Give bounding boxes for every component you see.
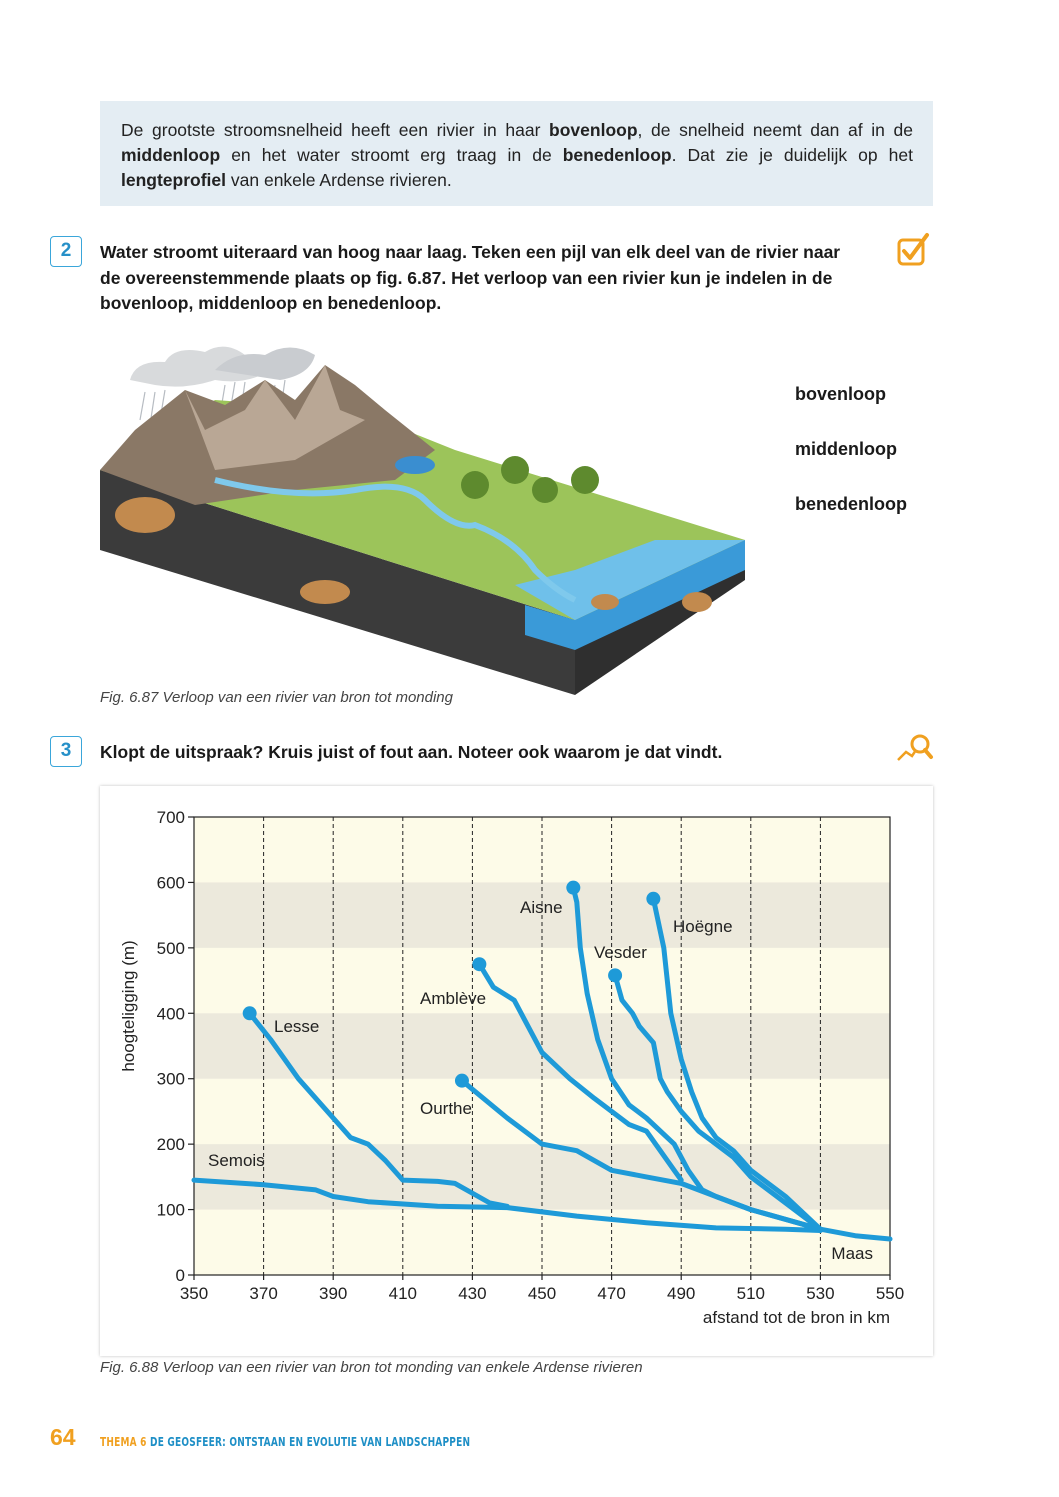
x-tick-label: 410 — [388, 1284, 417, 1303]
x-tick-label: 390 — [319, 1284, 348, 1303]
footer-chapter: DE GEOSFEER: ONTSTAAN EN EVOLUTIE VAN LANDSCHAPPEN — [150, 1434, 471, 1449]
y-tick-label: 500 — [156, 938, 185, 958]
y-tick-label: 300 — [156, 1069, 185, 1089]
x-tick-label: 510 — [736, 1284, 765, 1303]
info-text: . Dat zie je duidelijk op het — [671, 145, 913, 165]
question-3-text: Klopt de uitspraak? Kruis juist of fout aan. Noteer ook waarom je dat vindt. — [100, 742, 723, 762]
y-tick-label: 400 — [156, 1004, 185, 1024]
label-benedenloop: benedenloop — [795, 494, 907, 514]
series-label-vesder: Vesder — [594, 943, 647, 962]
figure-caption-6-87: Fig. 6.87 Verloop van een rivier van bron tot monding — [100, 689, 453, 706]
x-tick-label: 350 — [179, 1284, 209, 1303]
source-point-hoëgne — [646, 892, 660, 906]
x-tick-label: 430 — [458, 1284, 487, 1303]
y-tick-label: 0 — [175, 1266, 185, 1285]
question-2-line: bovenloop, middenloop en benedenloop. — [100, 293, 442, 313]
label-bovenloop: bovenloop — [795, 384, 886, 404]
checkbox-check-icon — [896, 232, 932, 268]
x-tick-label: 490 — [667, 1284, 696, 1303]
x-tick-label: 450 — [527, 1284, 557, 1303]
page-number: 64 — [50, 1424, 76, 1450]
question-2-line: de overeenstemmende plaats op fig. 6.87. Het verloop van een rivier kun je indelen in de — [100, 267, 833, 288]
x-tick-label: 550 — [875, 1284, 905, 1303]
river-profile-chart — [100, 786, 933, 1356]
info-text: en het water stroomt erg traag in de — [220, 145, 563, 165]
chart-container — [100, 786, 933, 1356]
footer-title — [100, 1434, 470, 1449]
y-tick-label: 600 — [156, 873, 185, 893]
term-lengteprofiel: lengteprofiel — [121, 170, 227, 190]
info-text: , de snelheid neemt dan af in de — [637, 120, 913, 140]
y-tick-label: 200 — [156, 1135, 185, 1155]
series-label-amblève: Amblève — [420, 989, 487, 1008]
x-tick-label: 370 — [249, 1284, 278, 1303]
river-landscape-illustration — [95, 330, 750, 700]
series-label-hoëgne: Hoëgne — [673, 917, 733, 936]
x-tick-label: 530 — [806, 1284, 835, 1303]
question-number-3: 3 — [50, 736, 82, 767]
source-point-amblève — [472, 957, 486, 971]
series-label-ourthe: Ourthe — [420, 1099, 472, 1118]
question-2-text — [100, 240, 840, 317]
y-axis-label: hoogteligging (m) — [119, 940, 138, 1072]
term-middenloop: middenloop — [121, 145, 221, 165]
term-benedenloop: benedenloop — [562, 145, 672, 165]
y-tick-label: 700 — [156, 808, 185, 827]
x-tick-label: 470 — [597, 1284, 626, 1303]
footer-thema: THEMA 6 — [100, 1434, 147, 1449]
source-point-aisne — [566, 881, 580, 895]
series-label-aisne: Aisne — [520, 898, 563, 917]
series-label-semois: Semois — [208, 1151, 265, 1170]
question-number-2: 2 — [50, 236, 82, 267]
source-point-ourthe — [455, 1074, 469, 1088]
source-point-lesse — [243, 1006, 257, 1020]
source-point-vesder — [608, 968, 622, 982]
figure-caption-6-88: Fig. 6.88 Verloop van een rivier van bron tot monding van enkele Ardense rivieren — [100, 1359, 643, 1376]
info-text: van enkele Ardense rivieren. — [226, 170, 452, 190]
info-box — [100, 101, 933, 206]
question-2-line: Water stroomt uiteraard van hoog naar laag. Teken een pijl van elk deel van de rivier naar — [100, 242, 841, 262]
y-tick-label: 100 — [156, 1200, 185, 1220]
term-bovenloop: bovenloop — [549, 120, 638, 140]
x-axis-label: afstand tot de bron in km — [702, 1308, 890, 1327]
label-middenloop: middenloop — [795, 439, 897, 459]
series-label-lesse: Lesse — [274, 1017, 320, 1036]
magnifier-research-icon — [896, 732, 934, 764]
info-text: De grootste stroomsnelheid heeft een rivier in haar — [121, 120, 550, 140]
series-label-maas: Maas — [831, 1244, 873, 1263]
